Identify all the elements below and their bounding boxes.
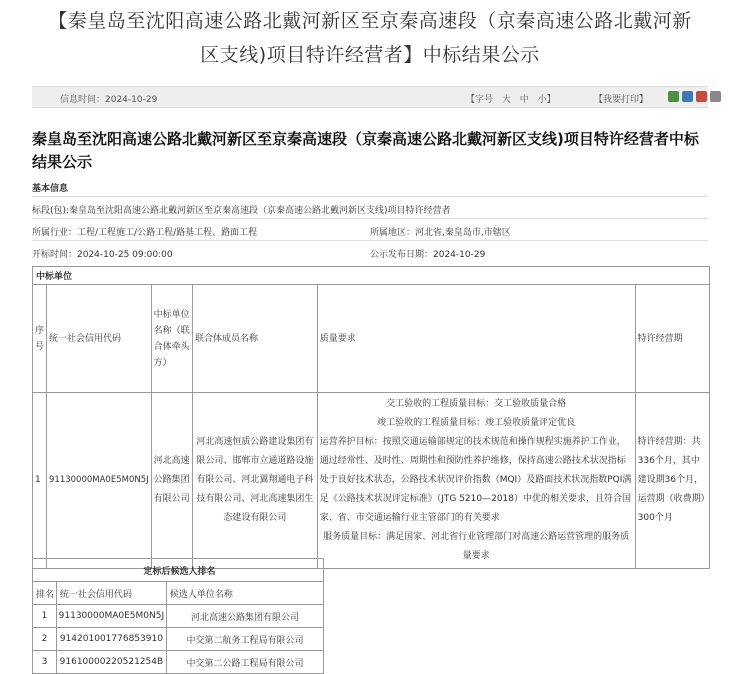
col-rank: 排名 xyxy=(33,582,57,605)
quality-acceptance: 交工验收的工程质量目标：交工验收质量合格 xyxy=(386,399,567,409)
winner-name: 河北高速公路集团有限公司 xyxy=(151,393,192,569)
candidate-rank: 3 xyxy=(33,651,57,674)
col-winner-name: 中标单位名称（联合体牵头方） xyxy=(151,285,192,393)
section-info: 标段(包):秦皇岛至沈阳高速公路北戴河新区至京秦高速段（京秦高速公路北戴河新区支线)项目特许经营者 xyxy=(32,206,451,216)
candidates-heading: 定标后候选人排名 xyxy=(33,559,324,582)
info-bar xyxy=(32,86,708,108)
open-time-info: 开标时间：2024-10-25 09:00:00 xyxy=(32,250,173,260)
col-quality: 质量要求 xyxy=(317,285,635,393)
divider xyxy=(32,196,708,197)
quality-completion: 竣工验收的工程质量目标：竣工验收质量评定优良 xyxy=(377,418,576,428)
share-wechat-icon[interactable] xyxy=(682,91,693,102)
candidate-rank: 2 xyxy=(33,628,57,651)
divider xyxy=(32,218,708,219)
col-members: 联合体成员名称 xyxy=(193,285,318,393)
col-credit-code: 统一社会信用代码 xyxy=(47,285,152,393)
candidate-code: 91610000220521254B xyxy=(56,651,166,674)
candidate-code: 91130000MA0E5M0N5J xyxy=(56,605,166,628)
quality-service: 服务质量目标：满足国家、河北省行业管理部门对高速公路运营管理的服务质量要求 xyxy=(323,532,630,561)
col-index: 序号 xyxy=(33,285,47,393)
col-name: 候选人单位名称 xyxy=(166,582,323,605)
divider xyxy=(32,240,708,241)
col-code: 统一社会信用代码 xyxy=(56,582,166,605)
info-date: 信息时间：2024-10-29 xyxy=(60,95,158,105)
font-small-link[interactable]: 小】 xyxy=(537,95,556,105)
font-size-label: 【字号 xyxy=(466,95,494,105)
candidate-rank: 1 xyxy=(33,605,57,628)
winner-credit-code: 91130000MA0E5M0N5J xyxy=(47,393,152,569)
share-icons xyxy=(668,91,721,102)
candidate-name: 河北高速公路集团有限公司 xyxy=(166,605,323,628)
candidate-name: 中交第二公路工程局有限公司 xyxy=(166,651,323,674)
candidates-header-row xyxy=(33,582,324,605)
font-medium-link[interactable]: 中 xyxy=(519,95,529,105)
candidate-code: 914201001776853910 xyxy=(56,628,166,651)
industry-info: 所属行业：工程/工程施工/公路工程/路基工程、路面工程 xyxy=(32,228,258,238)
table-row xyxy=(33,393,710,569)
winner-quality xyxy=(317,393,635,569)
table-row xyxy=(33,605,324,628)
font-size-controls xyxy=(466,92,562,105)
print-link[interactable]: 【我要打印】 xyxy=(594,95,649,105)
article-title: 秦皇岛至沈阳高速公路北戴河新区至京秦高速段（京秦高速公路北戴河新区支线)项目特许经营者中标结果公示 xyxy=(32,130,699,171)
publish-date-info: 公示发布日期：2024-10-29 xyxy=(370,250,486,260)
candidates-table xyxy=(32,558,324,674)
col-period: 特许经营期 xyxy=(635,285,709,393)
share-weibo-icon[interactable] xyxy=(696,91,707,102)
basic-info-heading: 基本信息 xyxy=(32,184,69,194)
quality-maintenance: 运营养护目标：按照交通运输部规定的技术规范和操作规程实施养护工作业，通过经常性、及时性、周期性和预防性养护维修，保持高速公路技术状况指标处于良好技术状态，公路技术状况评价指数（MQI）及路面技术状况指数PQI满足《公路技术状况评定标准》（JTG 5210—2018）中优的相关要求，且符合国家、省、市交通运输行业主管部门的有关要求 xyxy=(319,437,632,523)
region-info: 所属地区：河北省,秦皇岛市,市辖区 xyxy=(370,228,511,238)
winner-period: 特许经营期：共336个月，其中建设期36个月，运营期（收费期）300个月 xyxy=(635,393,709,569)
winner-header-row xyxy=(33,285,710,393)
print-icon[interactable] xyxy=(710,91,721,102)
winner-members: 河北高速恒质公路建设集团有限公司、邯郸市立通道路设施有限公司、河北翼翔通电子科技有限公司、河北高速集团生态建设有限公司 xyxy=(193,393,318,569)
table-row xyxy=(33,651,324,674)
candidate-name: 中交第二航务工程局有限公司 xyxy=(166,628,323,651)
winner-heading: 中标单位 xyxy=(33,267,710,285)
winner-index: 1 xyxy=(33,393,47,569)
winner-table xyxy=(32,266,710,569)
share-plus-icon[interactable] xyxy=(668,91,679,102)
table-row xyxy=(33,628,324,651)
font-large-link[interactable]: 大 xyxy=(501,95,511,105)
page-title: 【秦皇岛至沈阳高速公路北戴河新区至京秦高速段（京秦高速公路北戴河新区支线)项目特许经营者】中标结果公示 xyxy=(48,10,692,66)
